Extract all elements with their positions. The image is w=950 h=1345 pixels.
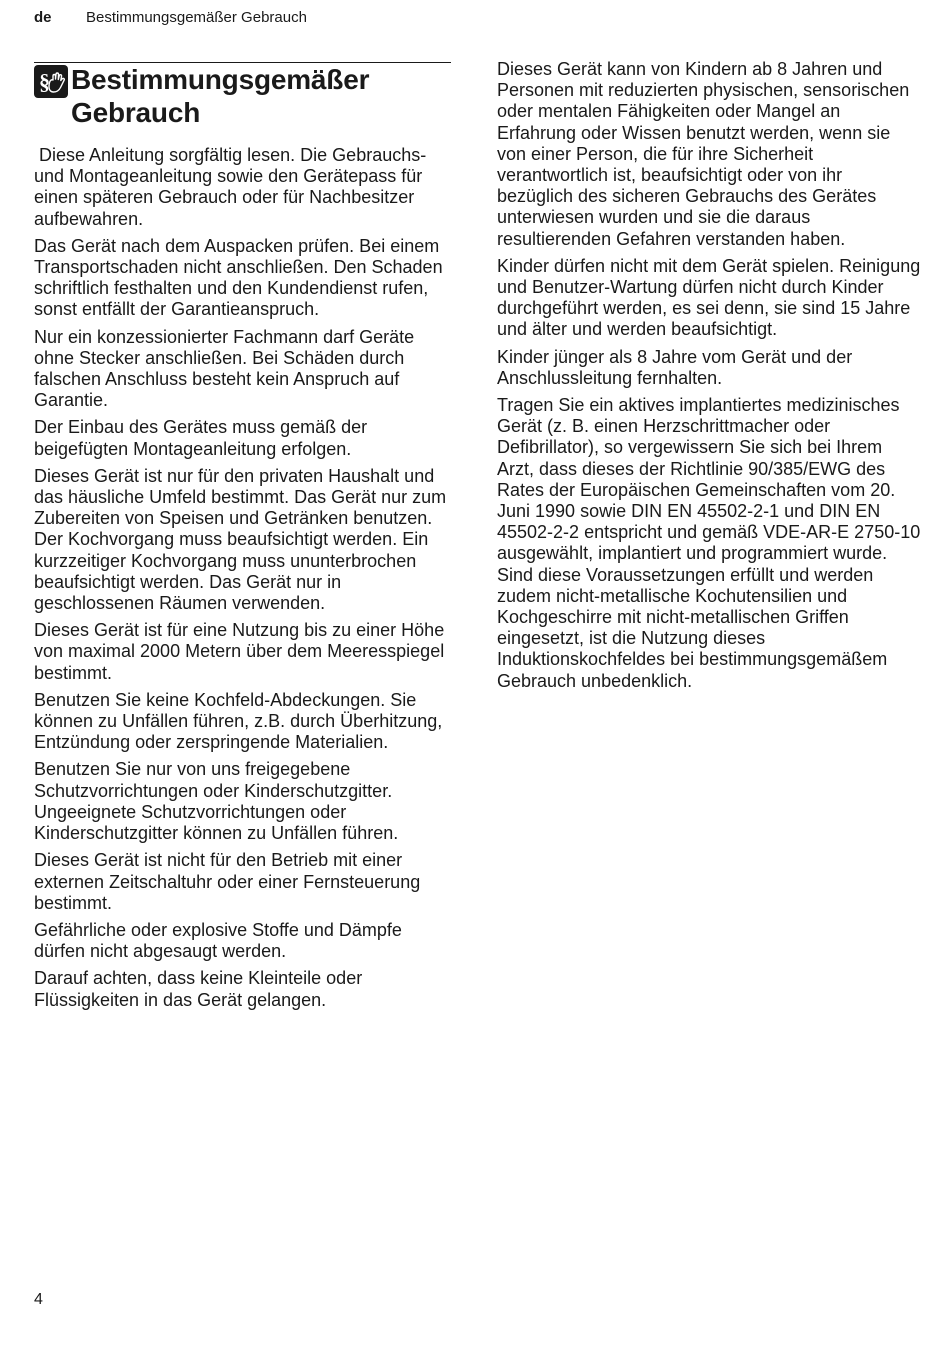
paragraph: Das Gerät nach dem Auspacken prüfen. Bei einem Transportschaden nicht anschließen. Den Schaden schriftlich festhalten und den Kundendienst rufen, sonst entfällt der Garantieanspruch. [34, 235, 443, 320]
paragraph: Dieses Gerät ist für eine Nutzung bis zu einer Höhe von maximal 2000 Metern über dem Meeresspiegel bestimmt. [34, 620, 445, 683]
section-title-line-1: Bestimmungsgemäßer [71, 64, 370, 95]
section-header [34, 62, 451, 129]
paragraph: Benutzen Sie nur von uns freigegebene Schutzvorrichtungen oder Kinderschutzgitter. Ungeeignete Schutzvorrichtungen oder Kinderschutzgitter können zu Unfällen führen. [34, 759, 399, 844]
section-title-line-2: Gebrauch [71, 97, 201, 128]
section-title [34, 63, 451, 129]
paragraph: Nur ein konzessionierter Fachmann darf Geräte ohne Stecker anschließen. Bei Schäden durch falschen Anschluss besteht kein Anspruch auf Garantie. [34, 326, 415, 411]
svg-text:§: § [39, 69, 50, 94]
paragraph: Diese Anleitung sorgfältig lesen. Die Gebrauchs- und Montageanleitung sowie den Gerätepass für einen späteren Gebrauch oder für Nachbesitzer aufbewahren. [34, 145, 432, 229]
paragraph: Dieses Gerät ist nur für den privaten Haushalt und das häusliche Umfeld bestimmt. Das Gerät nur zum Zubereiten von Speisen und Getränken benutzen. Der Kochvorgang muss beaufsichtigt werden. Ein kurzzeitiger Kochvorgang muss ununterbrochen beaufsichtigt werden. Das Gerät nur in geschlossenen Räumen verwenden. [34, 465, 447, 614]
paragraph: Der Einbau des Gerätes muss gemäß der beigefügten Montageanleitung erfolgen. [34, 417, 368, 459]
page-header [34, 9, 307, 27]
paragraph: Dieses Gerät kann von Kindern ab 8 Jahren und Personen mit reduzierten physischen, sensorischen oder mentalen Fähigkeiten oder Mangel an Erfahrung oder Wissen benutzt werden, wenn sie von einer Person, die für ihre Sicherheit verantwortlich ist, beaufsichtigt oder von ihr bezüglich des sicheren Gebrauchs des Gerätes unterwiesen wurden und sie die daraus resultierenden Gefahren verstanden haben. [497, 59, 910, 249]
paragraph-hand-icon [34, 65, 68, 98]
right-column [497, 59, 922, 698]
paragraph: Benutzen Sie keine Kochfeld-Abdeckungen. Sie können zu Unfällen führen, z.B. durch Überhitzung, Entzündung oder zerspringende Materialien. [34, 689, 443, 753]
paragraph: Tragen Sie ein aktives implantiertes medizinisches Gerät (z. B. einen Herzschrittmacher oder Defibrillator), so vergewissern Sie sich bei Ihrem Arzt, dass dieses der Richtlinie 90/385/EWG des Rates der Europäischen Gemeinschaften vom 20. Juni 1990 sowie DIN EN 45502-2-1 und DIN EN 45502-2-2 entspricht und gemäß VDE-AR-E 2750-10 ausgewählt, implantiert und programmiert wurde. Sind diese Voraussetzungen erfüllt und werden zudem nicht-metallische Kochutensilien und Kochgeschirre mit nicht-metallischen Griffen eingesetzt, ist die Nutzung dieses Induktionskochfeldes bei bestimmungsgemäßem Gebrauch unbedenklich. [497, 395, 921, 691]
paragraph: Gefährliche oder explosive Stoffe und Dämpfe dürfen nicht abgesaugt werden. [34, 919, 402, 962]
language-code: de [34, 9, 52, 26]
paragraph: Kinder jünger als 8 Jahre vom Gerät und der Anschlussleitung fernhalten. [497, 346, 853, 388]
left-column [34, 145, 454, 1017]
paragraph: Dieses Gerät ist nicht für den Betrieb mit einer externen Zeitschaltuhr oder einer Fernsteuerung bestimmt. [34, 850, 421, 913]
running-header-title: Bestimmungsgemäßer Gebrauch [86, 9, 307, 26]
page-number: 4 [34, 1291, 43, 1308]
paragraph: Kinder dürfen nicht mit dem Gerät spielen. Reinigung und Benutzer-Wartung dürfen nicht durch Kinder durchgeführt werden, es sei denn, sie sind 15 Jahre und älter und werden beaufsichtigt. [497, 255, 921, 340]
paragraph: Darauf achten, dass keine Kleinteile oder Flüssigkeiten in das Gerät gelangen. [34, 968, 363, 1010]
